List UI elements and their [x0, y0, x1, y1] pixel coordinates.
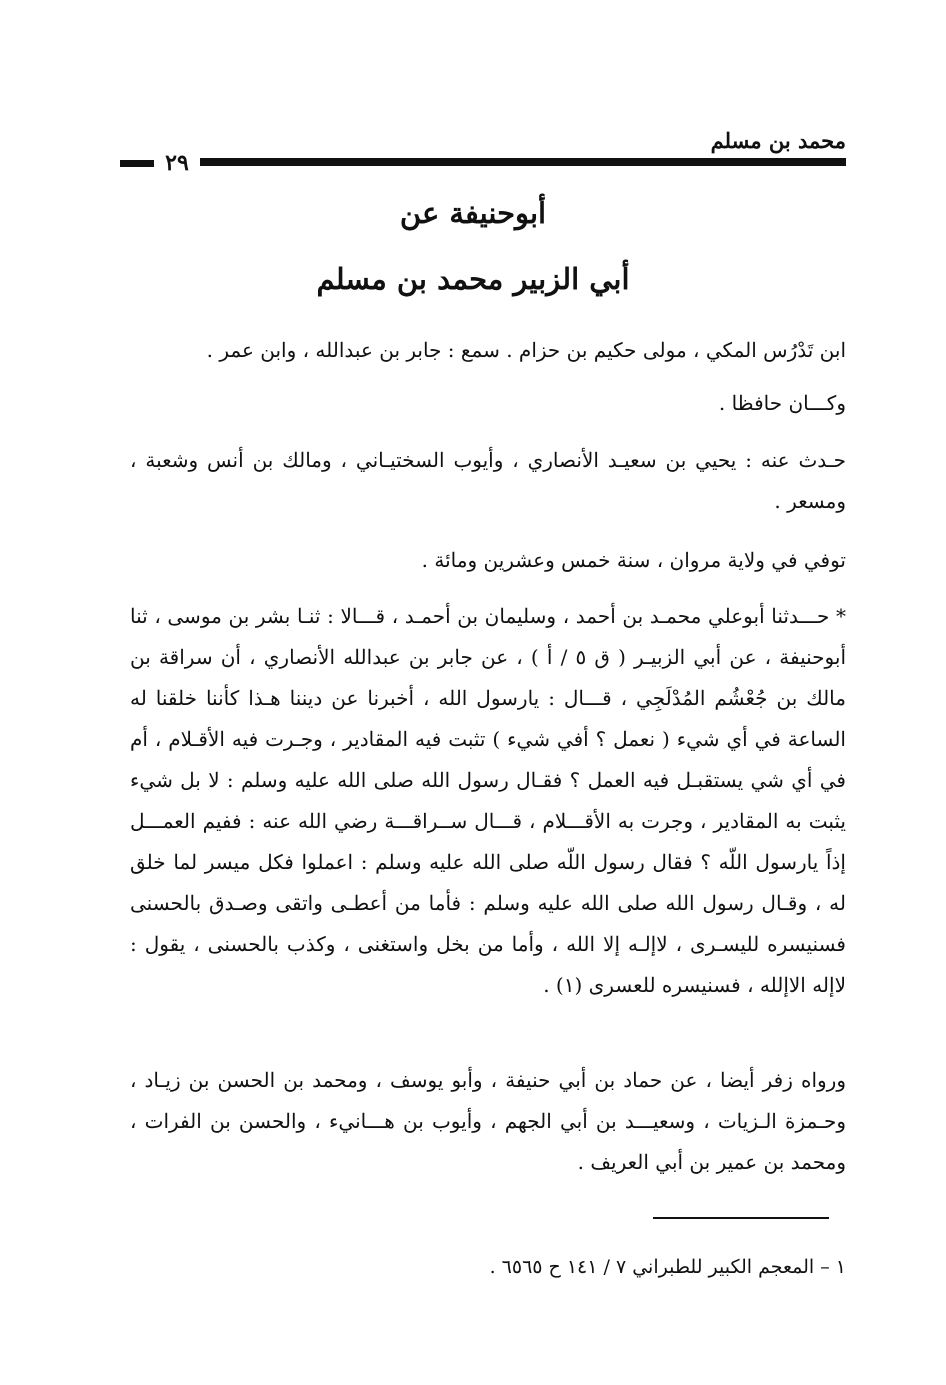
- paragraph-biography: ابن تَدْرُس المكي ، مولى حكيم بن حزام . سمع : جابر بن عبدالله ، وابن عمر .: [206, 338, 846, 362]
- chapter-heading-line1: أبوحنيفة عن: [399, 196, 547, 230]
- footnote: ١ – المعجم الكبير للطبراني ٧ / ١٤١ ح ٦٥٦٥ .: [489, 1256, 846, 1278]
- paragraph-death: توفي في ولاية مروان ، سنة خمس وعشرين ومائة .: [421, 548, 846, 572]
- paragraph-narrators: حـدث عنه : يحيي بن سعيـد الأنصاري ، وأيوب السختيـاني ، ومالك بن أنس وشعبة ، ومسعر .: [130, 448, 846, 513]
- paragraph-hadith: * حـــدثنا أبوعلي محمـد بن أحمد ، وسليمان بن أحمـد ، قـــالا : ثنـا بشر بن موسى ، ثنا أبوحنيفة ، عن أبي الزبيـر ( ق ٥ / أ ) ، عن جابر بن عبدالله الأنصاري ، أن سراقة بن مالك بن جُعْشُم المُدْلَجِي ، قـــال : يارسول الله ، أخبرنا عن ديننا هـذا كأننا خلقنا له الساعة في أي شيء ( نعمل ؟ أفي شيء ) تثبت فيه المقادير ، وجـرت فيه الأقـلام ، أم في أي شي يستقبـل فيه العمل ؟ فقـال رسول الله صلى الله عليه وسلم : لا بل شيء يثبت به المقادير ، وجرت به الأقـــلام ، قـــال ســراقـــة رضي الله عنه : ففيم العمـــل إذاً يارسول اللّه ؟ فقال رسول اللّه صلى الله عليه وسلم : اعملوا فكل ميسر لما خلق له ، وقـال رسول الله صلى الله عليه وسلم : فأما من أعطـى واتقى وصـدق بالحسنى فسنيسره لليسـرى ، لاإلـه إلا الله ، وأما من بخل واستغنى ، وكذب بالحسنى ، يقول : لاإله الاإلله ، فسنيسره للعسرى (١) .: [130, 604, 846, 997]
- header-rule: [200, 158, 846, 166]
- page-number: ٢٩: [165, 150, 189, 176]
- footnote-separator: [653, 1217, 829, 1219]
- paragraph-hafiz: وكـــان حافظا .: [718, 391, 846, 415]
- chapter-heading-line2: أبي الزبير محمد بن مسلم: [316, 262, 630, 296]
- running-header-title: محمد بن مسلم: [710, 128, 846, 153]
- paragraph-also-narrated: ورواه زفر أيضا ، عن حماد بن أبي حنيفة ، وأبو يوسف ، ومحمد بن الحسن بن زيـاد ، وحـمزة الـزيات ، وسعيـــد بن أبي الجهم ، وأيوب بن هـــانيء ، والحسن بن الفرات ، ومحمد بن عمير بن أبي العريف .: [130, 1068, 846, 1174]
- header-ornament-bar: [120, 160, 154, 167]
